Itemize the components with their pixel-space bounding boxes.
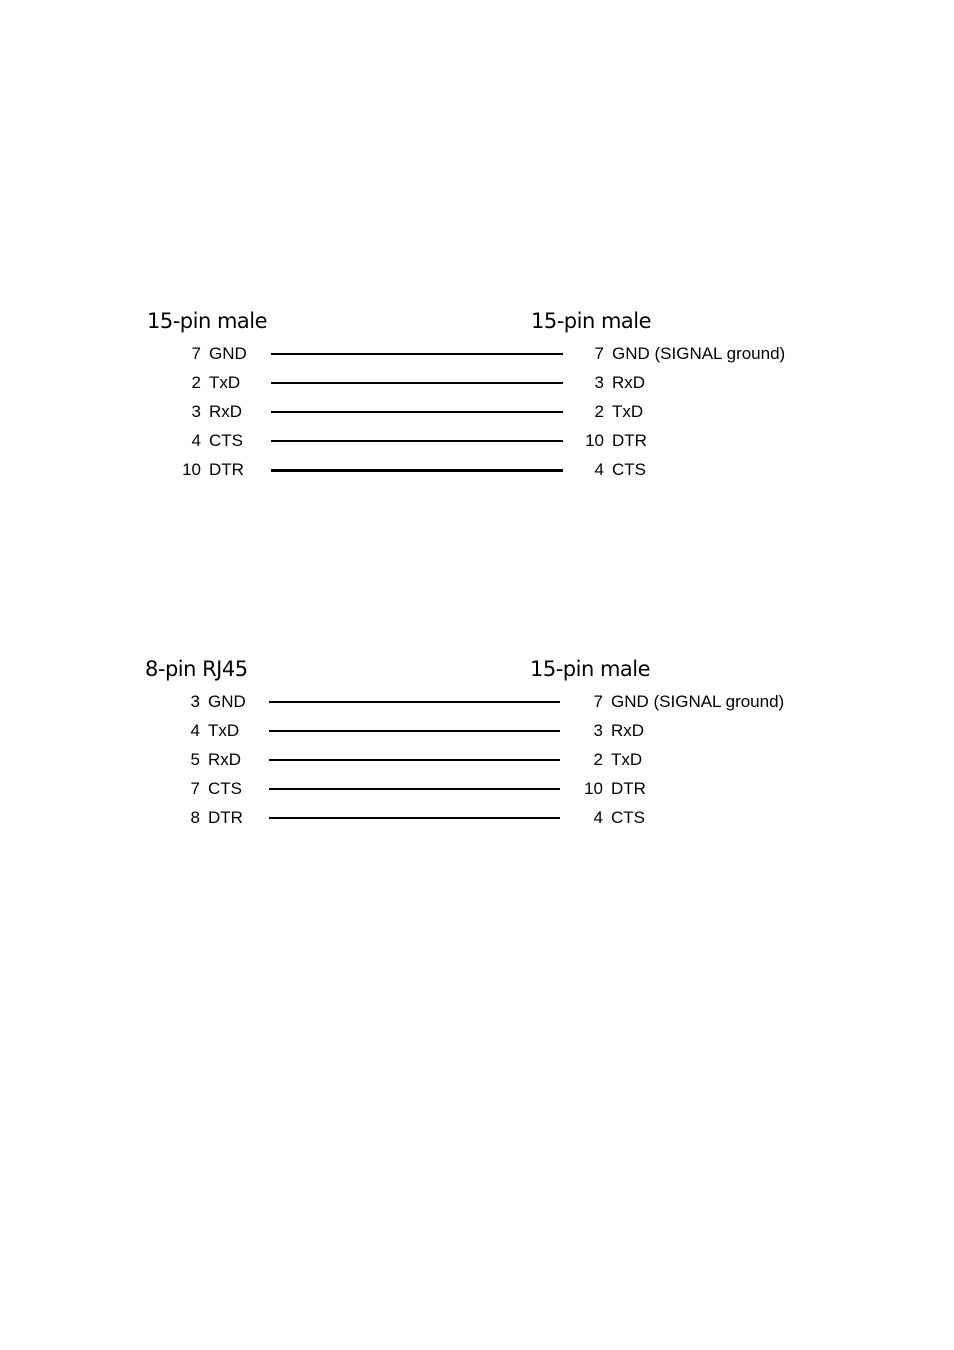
wire-line xyxy=(269,788,560,790)
signal-name: DTR xyxy=(612,431,647,450)
signal-name: TxD xyxy=(209,373,241,392)
signal-name: GND xyxy=(209,344,247,363)
right-pin xyxy=(575,777,646,801)
signal-name: CTS xyxy=(612,460,646,479)
pin-number: 2 xyxy=(594,402,604,421)
signal-name: TxD xyxy=(612,402,644,421)
wire-line xyxy=(271,382,563,384)
left-pin xyxy=(172,719,239,743)
pin-number: 2 xyxy=(191,373,201,392)
wire-line xyxy=(269,701,560,703)
pin-number: 3 xyxy=(191,402,201,421)
wire-line xyxy=(271,469,563,472)
pin-number: 4 xyxy=(593,808,603,827)
pin-number: 7 xyxy=(594,344,604,363)
signal-name: GND (SIGNAL ground) xyxy=(612,344,786,363)
left-pin xyxy=(172,690,246,714)
pin-number: 3 xyxy=(593,721,603,740)
left-connector-header: 8-pin RJ45 xyxy=(145,657,248,681)
connection-row xyxy=(0,806,954,835)
signal-name: GND xyxy=(208,692,246,711)
signal-name: RxD xyxy=(208,750,242,769)
connection-row xyxy=(0,371,954,400)
pin-number: 4 xyxy=(191,431,201,450)
wire-line xyxy=(271,411,563,413)
pin-number: 4 xyxy=(594,460,604,479)
connection-row xyxy=(0,342,954,371)
signal-name: TxD xyxy=(611,750,643,769)
connection-row xyxy=(0,719,954,748)
pin-number: 3 xyxy=(594,373,604,392)
pin-number: 2 xyxy=(593,750,603,769)
left-connector-header: 15-pin male xyxy=(147,309,268,333)
right-pin xyxy=(576,429,647,453)
right-pin xyxy=(575,690,784,714)
left-pin xyxy=(173,371,240,395)
connection-row xyxy=(0,458,954,487)
signal-name: TxD xyxy=(208,721,240,740)
pin-number: 3 xyxy=(190,692,200,711)
left-pin xyxy=(173,342,247,366)
right-pin xyxy=(575,748,642,772)
signal-name: RxD xyxy=(209,402,243,421)
pin-number: 10 xyxy=(182,460,201,479)
right-connector-header: 15-pin male xyxy=(531,309,652,333)
signal-name: DTR xyxy=(611,779,646,798)
right-pin xyxy=(576,400,643,424)
left-pin xyxy=(172,777,242,801)
right-pin xyxy=(575,719,644,743)
pin-number: 7 xyxy=(190,779,200,798)
pin-number: 10 xyxy=(584,779,603,798)
left-pin xyxy=(173,429,243,453)
signal-name: RxD xyxy=(611,721,645,740)
left-pin xyxy=(172,748,241,772)
wiring-diagram-rj45-to-15pin xyxy=(0,648,954,838)
right-connector-header: 15-pin male xyxy=(530,657,651,681)
right-pin xyxy=(576,458,646,482)
wiring-diagram-15pin-to-15pin xyxy=(0,300,954,490)
pin-number: 7 xyxy=(593,692,603,711)
connection-row xyxy=(0,429,954,458)
connection-row xyxy=(0,748,954,777)
right-pin xyxy=(576,342,785,366)
signal-name: RxD xyxy=(612,373,646,392)
signal-name: DTR xyxy=(208,808,243,827)
wire-line xyxy=(269,759,560,761)
signal-name: GND (SIGNAL ground) xyxy=(611,692,785,711)
pin-number: 8 xyxy=(190,808,200,827)
pin-number: 4 xyxy=(190,721,200,740)
left-pin xyxy=(173,458,244,482)
signal-name: CTS xyxy=(611,808,645,827)
wire-line xyxy=(269,817,560,819)
pin-number: 5 xyxy=(190,750,200,769)
right-pin xyxy=(576,371,645,395)
connection-row xyxy=(0,777,954,806)
signal-name: CTS xyxy=(209,431,243,450)
pin-number: 7 xyxy=(191,344,201,363)
left-pin xyxy=(172,806,243,830)
right-pin xyxy=(575,806,645,830)
connection-row xyxy=(0,400,954,429)
wire-line xyxy=(269,730,560,732)
wire-line xyxy=(271,353,563,355)
left-pin xyxy=(173,400,242,424)
connection-row xyxy=(0,690,954,719)
wire-line xyxy=(271,440,563,442)
signal-name: DTR xyxy=(209,460,244,479)
signal-name: CTS xyxy=(208,779,242,798)
pin-number: 10 xyxy=(585,431,604,450)
